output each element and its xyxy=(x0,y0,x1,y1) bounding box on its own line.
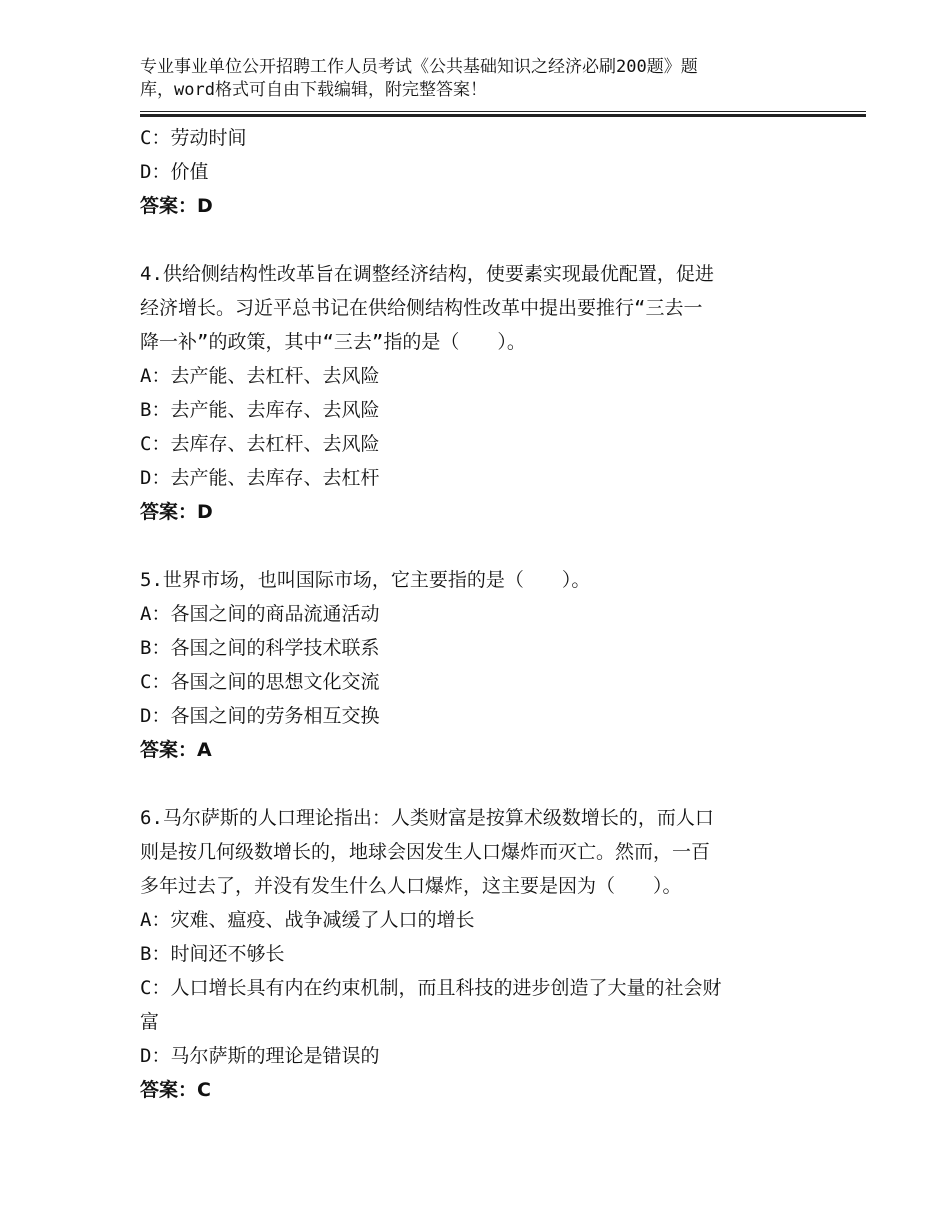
question-stem-line: 经济增长。习近平总书记在供给侧结构性改革中提出要推行“三去一 xyxy=(140,297,703,319)
spacer xyxy=(140,529,866,563)
question-4 xyxy=(140,257,866,529)
option-a: A：去产能、去杠杆、去风险 xyxy=(140,365,380,387)
option-b: B：去产能、去库存、去风险 xyxy=(140,399,380,421)
option-c: C：各国之间的思想文化交流 xyxy=(140,671,380,693)
answer-line: 答案：D xyxy=(140,195,213,217)
header-title-line-2: 库，word格式可自由下载编辑，附完整答案！ xyxy=(140,80,487,100)
question-5 xyxy=(140,563,866,767)
option-d: D：价值 xyxy=(140,161,209,183)
answer-line: 答案：D xyxy=(140,501,213,523)
question-6 xyxy=(140,801,866,1107)
question-stem-line: 多年过去了，并没有发生什么人口爆炸，这主要是因为（ ）。 xyxy=(140,875,682,897)
question-stem-line: 6.马尔萨斯的人口理论指出：人类财富是按算术级数增长的，而人口 xyxy=(140,807,714,829)
question-stem-line: 4.供给侧结构性改革旨在调整经济结构，使要素实现最优配置，促进 xyxy=(140,263,714,285)
header-divider xyxy=(140,111,866,117)
document-header xyxy=(140,56,780,102)
option-d: D：马尔萨斯的理论是错误的 xyxy=(140,1045,380,1067)
question-stem-line: 则是按几何级数增长的，地球会因发生人口爆炸而灭亡。然而，一百 xyxy=(140,841,711,863)
document-page xyxy=(140,56,866,1107)
spacer xyxy=(140,223,866,257)
option-a: A：灾难、瘟疫、战争减缓了人口的增长 xyxy=(140,909,475,931)
option-a: A：各国之间的商品流通活动 xyxy=(140,603,380,625)
answer-line: 答案：C xyxy=(140,1079,211,1101)
option-c-continued: 富 xyxy=(140,1011,160,1033)
option-d: D：去产能、去库存、去杠杆 xyxy=(140,467,380,489)
option-d: D：各国之间的劳务相互交换 xyxy=(140,705,380,727)
answer-line: 答案：A xyxy=(140,739,212,761)
header-title-line-1: 专业事业单位公开招聘工作人员考试《公共基础知识之经济必刷200题》题 xyxy=(140,57,698,77)
option-c: C：人口增长具有内在约束机制，而且科技的进步创造了大量的社会财 xyxy=(140,977,722,999)
option-b: B：各国之间的科学技术联系 xyxy=(140,637,380,659)
option-c: C：去库存、去杠杆、去风险 xyxy=(140,433,380,455)
question-stem-line: 5.世界市场，也叫国际市场，它主要指的是（ ）。 xyxy=(140,569,591,591)
spacer xyxy=(140,767,866,801)
option-b: B：时间还不够长 xyxy=(140,943,285,965)
option-c: C：劳动时间 xyxy=(140,127,247,149)
document-content xyxy=(140,121,866,1107)
question-stem-line: 降一补”的政策，其中“三去”指的是（ ）。 xyxy=(140,331,526,353)
